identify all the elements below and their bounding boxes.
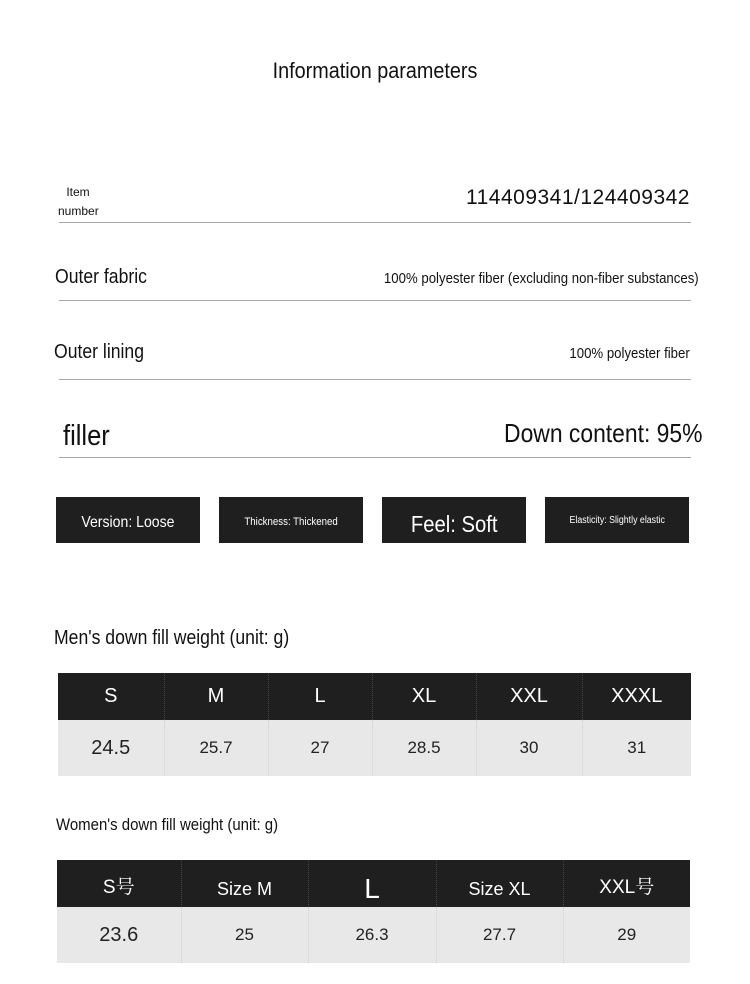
item-number-label-line2: number (58, 204, 99, 218)
womens-weight-row (57, 907, 690, 963)
outer-fabric-value: 100% polyester fiber (excluding non-fiber substances) (384, 270, 699, 287)
womens-size-cell: Size XL (436, 860, 563, 907)
mens-weight-cell: 30 (476, 720, 582, 776)
mens-weight-row (58, 720, 691, 776)
tag-version (56, 497, 200, 543)
mens-size-cell: M (164, 673, 268, 720)
womens-weight-cell: 26.3 (308, 907, 436, 963)
tag-thickness (219, 497, 363, 543)
mens-size-cell: XL (372, 673, 476, 720)
tag-feel-label: Feel: Soft (410, 510, 498, 537)
outer-lining-value: 100% polyester fiber (569, 345, 690, 362)
tag-thickness-label: Thickness: Thickened (244, 515, 338, 528)
womens-size-cell: L (308, 860, 436, 907)
tag-elasticity-label: Elasticity: Slightly elastic (569, 514, 665, 526)
mens-weight-cell: 31 (582, 720, 691, 776)
mens-section-title: Men's down fill weight (unit: g) (54, 627, 290, 649)
womens-size-row (57, 860, 690, 907)
womens-weight-cell: 29 (563, 907, 690, 963)
mens-weight-cell: 28.5 (372, 720, 476, 776)
filler-label: filler (63, 420, 110, 452)
womens-size-cell: XXL号 (563, 860, 690, 907)
item-number-label (58, 183, 98, 221)
divider (59, 457, 691, 458)
mens-size-cell: S (58, 673, 164, 720)
womens-weight-cell: 25 (181, 907, 308, 963)
womens-weight-cell: 27.7 (436, 907, 563, 963)
mens-size-row (58, 673, 691, 720)
womens-weight-cell: 23.6 (57, 907, 181, 963)
mens-weight-table (58, 673, 691, 776)
filler-value: Down content: 95% (503, 418, 702, 448)
divider (59, 222, 691, 223)
page-title: Information parameters (272, 58, 478, 83)
item-number-value: 114409341/124409342 (465, 186, 690, 209)
outer-lining-label: Outer lining (54, 341, 145, 363)
mens-weight-cell: 27 (268, 720, 372, 776)
tag-elasticity (545, 497, 689, 543)
mens-size-cell: XXL (476, 673, 582, 720)
womens-size-cell: Size M (181, 860, 308, 907)
divider (59, 379, 691, 380)
womens-size-cell: S号 (57, 860, 181, 907)
divider (59, 300, 691, 301)
mens-weight-cell: 25.7 (164, 720, 268, 776)
item-number-label-line1: Item (66, 185, 90, 199)
tag-feel (382, 497, 526, 543)
womens-weight-table (57, 860, 690, 963)
womens-section-title: Women's down fill weight (unit: g) (56, 815, 279, 834)
mens-weight-cell: 24.5 (58, 720, 164, 776)
mens-size-cell: L (268, 673, 372, 720)
outer-fabric-label: Outer fabric (55, 266, 147, 288)
tag-version-label: Version: Loose (81, 514, 175, 531)
mens-size-cell: XXXL (582, 673, 691, 720)
